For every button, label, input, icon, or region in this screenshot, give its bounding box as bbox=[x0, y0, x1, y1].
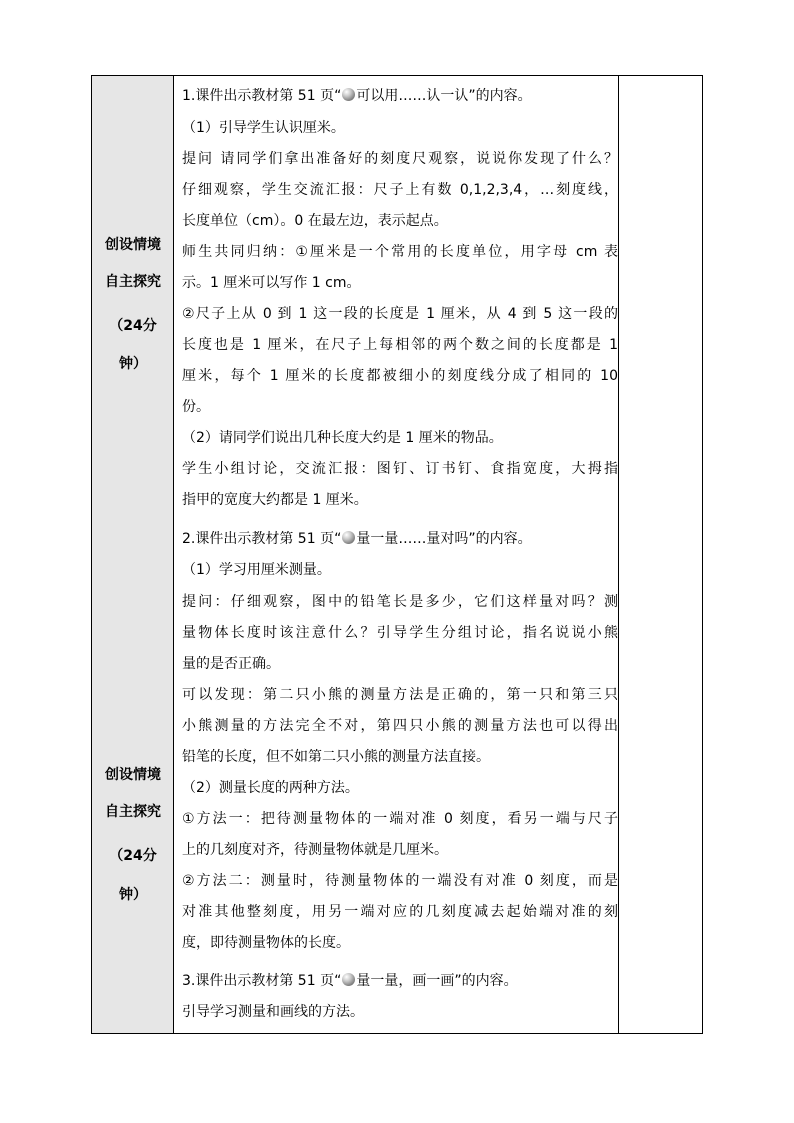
stage-label: 自主探究 bbox=[105, 274, 161, 290]
paragraph-line: ②方法二：测量时，待测量物体的一端没有对准 0 刻度，而是 bbox=[182, 873, 618, 889]
paragraph-line: 铅笔的长度，但不如第二只小熊的测量方法直接。 bbox=[182, 749, 490, 765]
paragraph-line: 仔细观察，学生交流汇报：尺子上有数 0,1,2,3,4，…刻度线， bbox=[182, 182, 618, 198]
subheading: （2）请同学们说出几种长度大约是 1 厘米的物品。 bbox=[182, 430, 503, 446]
ball-icon bbox=[342, 973, 355, 986]
stage-time-label: 钟） bbox=[119, 887, 147, 903]
paragraph-line: 提问：仔细观察，图中的铅笔长是多少，它们这样量对吗？测 bbox=[182, 594, 618, 610]
paragraph-line: ①方法一：把待测量物体的一端对准 0 刻度，看另一端与尺子 bbox=[182, 811, 618, 827]
paragraph-line: 对准其他整刻度，用另一端对应的几刻度减去起始端对准的刻 bbox=[182, 904, 618, 920]
notes-column bbox=[618, 76, 702, 1033]
paragraph-line: 份。 bbox=[182, 399, 210, 415]
paragraph-line: 长度单位（cm）。0 在最左边，表示起点。 bbox=[182, 213, 448, 229]
stage-label: 创设情境 bbox=[105, 767, 161, 783]
section-title: 3.课件出示教材第 51 页“ 量一量，画一画”的内容。 bbox=[182, 973, 518, 989]
ball-icon bbox=[342, 531, 355, 544]
section-title: 2.课件出示教材第 51 页“ 量一量……量对吗”的内容。 bbox=[182, 531, 532, 547]
ball-icon bbox=[342, 88, 355, 101]
paragraph-line: 示。1 厘米可以写作 1 cm。 bbox=[182, 275, 361, 291]
paragraph-line: 长度也是 1 厘米，在尺子上每相邻的两个数之间的长度都是 1 bbox=[182, 337, 618, 353]
subheading: （1）学习用厘米测量。 bbox=[182, 562, 331, 578]
paragraph-line: 学生小组讨论，交流汇报：图钉、订书钉、食指宽度，大拇指 bbox=[182, 461, 618, 477]
paragraph-line: 厘米，每个 1 厘米的长度都被细小的刻度线分成了相同的 10 bbox=[182, 368, 618, 384]
paragraph-line: 量物体长度时该注意什么？引导学生分组讨论，指名说说小熊 bbox=[182, 625, 618, 641]
paragraph-line: 提问 请同学们拿出准备好的刻度尺观察，说说你发现了什么？ bbox=[182, 151, 618, 167]
paragraph-line: ②尺子上从 0 到 1 这一段的长度是 1 厘米，从 4 到 5 这一段的 bbox=[182, 306, 618, 322]
paragraph-line: 指甲的宽度大约都是 1 厘米。 bbox=[182, 492, 368, 508]
lesson-table bbox=[91, 75, 703, 1034]
stage-time-label: 钟） bbox=[119, 356, 147, 372]
section-title: 1.课件出示教材第 51 页“ 可以用……认一认”的内容。 bbox=[182, 88, 532, 104]
paragraph-line: 度，即待测量物体的长度。 bbox=[182, 935, 350, 951]
paragraph-line: 师生共同归纳：①厘米是一个常用的长度单位，用字母 cm 表 bbox=[182, 244, 618, 260]
paragraph-line: 量的是否正确。 bbox=[182, 656, 280, 672]
paragraph-line: 上的几刻度对齐，待测量物体就是几厘米。 bbox=[182, 842, 448, 858]
paragraph-line: 可以发现：第二只小熊的测量方法是正确的，第一只和第三只 bbox=[182, 687, 618, 703]
paragraph-line: 小熊测量的方法完全不对，第四只小熊的测量方法也可以得出 bbox=[182, 718, 618, 734]
stage-column bbox=[92, 76, 174, 1033]
stage-label: 创设情境 bbox=[105, 237, 161, 253]
subheading: （1）引导学生认识厘米。 bbox=[182, 120, 345, 136]
paragraph-line: 引导学习测量和画线的方法。 bbox=[182, 1004, 364, 1020]
stage-time-label: （24分 bbox=[109, 848, 157, 864]
stage-time-label: （24分 bbox=[109, 318, 157, 334]
stage-label: 自主探究 bbox=[105, 804, 161, 820]
subheading: （2）测量长度的两种方法。 bbox=[182, 780, 359, 796]
